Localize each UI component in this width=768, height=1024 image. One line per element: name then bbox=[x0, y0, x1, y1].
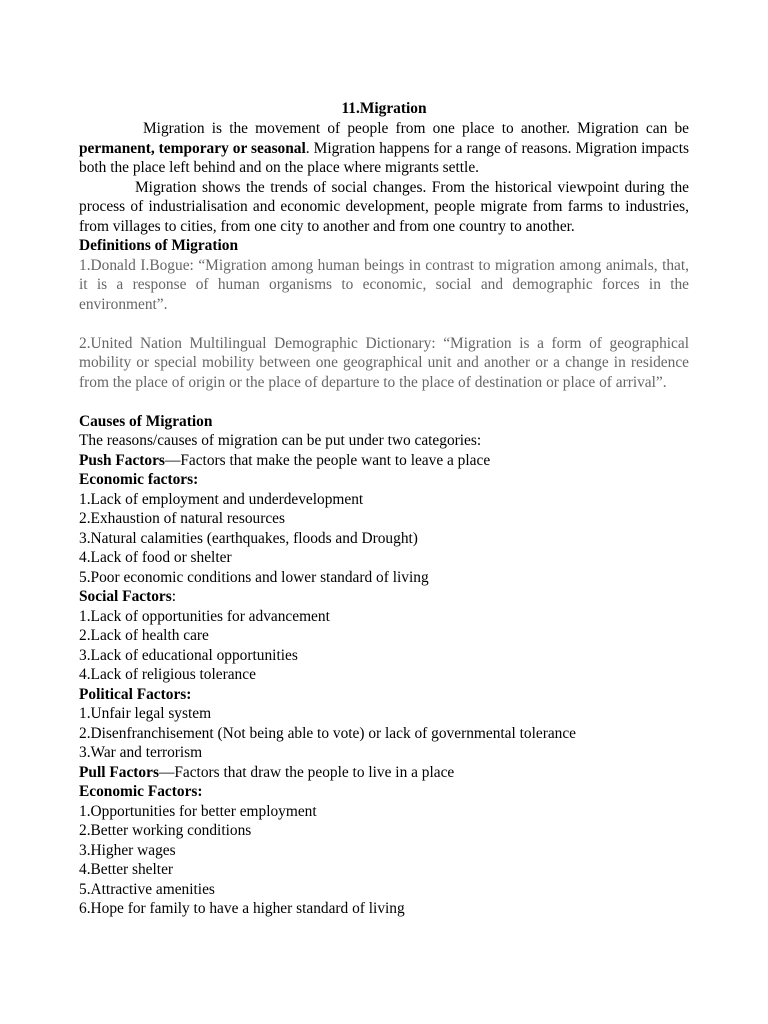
definitions-heading: Definitions of Migration bbox=[79, 237, 239, 254]
pull-factors-label: Pull Factors bbox=[79, 763, 159, 781]
intro-text-end: . Migration happens for a range of reasons. Migration impacts both the place left behind and on the place where migrants settle. bbox=[79, 139, 689, 176]
push-factors-line bbox=[79, 451, 689, 471]
causes-intro: The reasons/causes of migration can be put under two categories: bbox=[79, 432, 482, 449]
push-factors-description: —Factors that make the people want to leave a place bbox=[164, 451, 491, 469]
intro-paragraph-1 bbox=[79, 119, 689, 178]
intro-text-start: Migration is the movement of people from one place to another. Migration can be bbox=[143, 120, 689, 137]
list-item: 2.Better working conditions bbox=[79, 822, 252, 839]
push-economic-heading: Economic factors: bbox=[79, 471, 199, 488]
document-content bbox=[79, 99, 689, 919]
list-item: 2.Exhaustion of natural resources bbox=[79, 510, 286, 527]
list-item: 4.Lack of religious tolerance bbox=[79, 666, 256, 683]
spacer bbox=[79, 392, 689, 412]
list-item: 5.Poor economic conditions and lower standard of living bbox=[79, 568, 429, 586]
list-item: 1.Opportunities for better employment bbox=[79, 802, 317, 820]
document-title: 11.Migration bbox=[341, 100, 427, 117]
pull-factors-line bbox=[79, 763, 689, 783]
list-item: 5.Attractive amenities bbox=[79, 880, 215, 898]
push-political-heading: Political Factors: bbox=[79, 685, 192, 703]
list-item: 3.Higher wages bbox=[79, 841, 176, 859]
list-item: 3.War and terrorism bbox=[79, 744, 203, 761]
list-item: 1.Unfair legal system bbox=[79, 705, 212, 722]
list-item: 4.Lack of food or shelter bbox=[79, 549, 232, 566]
causes-heading: Causes of Migration bbox=[79, 412, 213, 430]
list-item: 2.Disenfranchisement (Not being able to vote) or lack of governmental tolerance bbox=[79, 724, 577, 742]
intro-bold-phrase: permanent, temporary or seasonal bbox=[79, 139, 306, 157]
spacer bbox=[79, 314, 689, 334]
push-social-heading: Social Factors bbox=[79, 588, 172, 605]
push-social-heading-line bbox=[79, 587, 689, 607]
intro-paragraph-2: Migration shows the trends of social changes. From the historical viewpoint during the process of industrialisation and economic development, people migrate from farms to industries, from villages to cities, from one city to another and from one country to another. bbox=[79, 178, 689, 235]
list-item: 2.Lack of health care bbox=[79, 627, 209, 644]
push-factors-label: Push Factors bbox=[79, 451, 165, 469]
list-item: 6.Hope for family to have a higher standard of living bbox=[79, 900, 405, 917]
list-item: 4.Better shelter bbox=[79, 861, 174, 878]
pull-economic-heading: Economic Factors: bbox=[79, 783, 203, 800]
list-item: 3.Natural calamities (earthquakes, floods and Drought) bbox=[79, 529, 418, 547]
definition-un: 2.United Nation Multilingual Demographic Dictionary: “Migration is a form of geographical mobility or special mobility between one geographical unit and another or a change in residence from the place of origin or the place of departure to the place of destination or place of arrival”. bbox=[79, 334, 689, 391]
pull-factors-description: —Factors that draw the people to live in a place bbox=[158, 763, 455, 781]
definition-bogue: 1.Donald I.Bogue: “Migration among human beings in contrast to migration among animals, that, it is a response of human organisms to economic, social and demographic forces in the environment”. bbox=[79, 256, 689, 313]
list-item: 1.Lack of opportunities for advancement bbox=[79, 607, 330, 625]
list-item: 1.Lack of employment and underdevelopment bbox=[79, 490, 364, 508]
push-social-colon: : bbox=[171, 588, 177, 605]
list-item: 3.Lack of educational opportunities bbox=[79, 646, 298, 664]
